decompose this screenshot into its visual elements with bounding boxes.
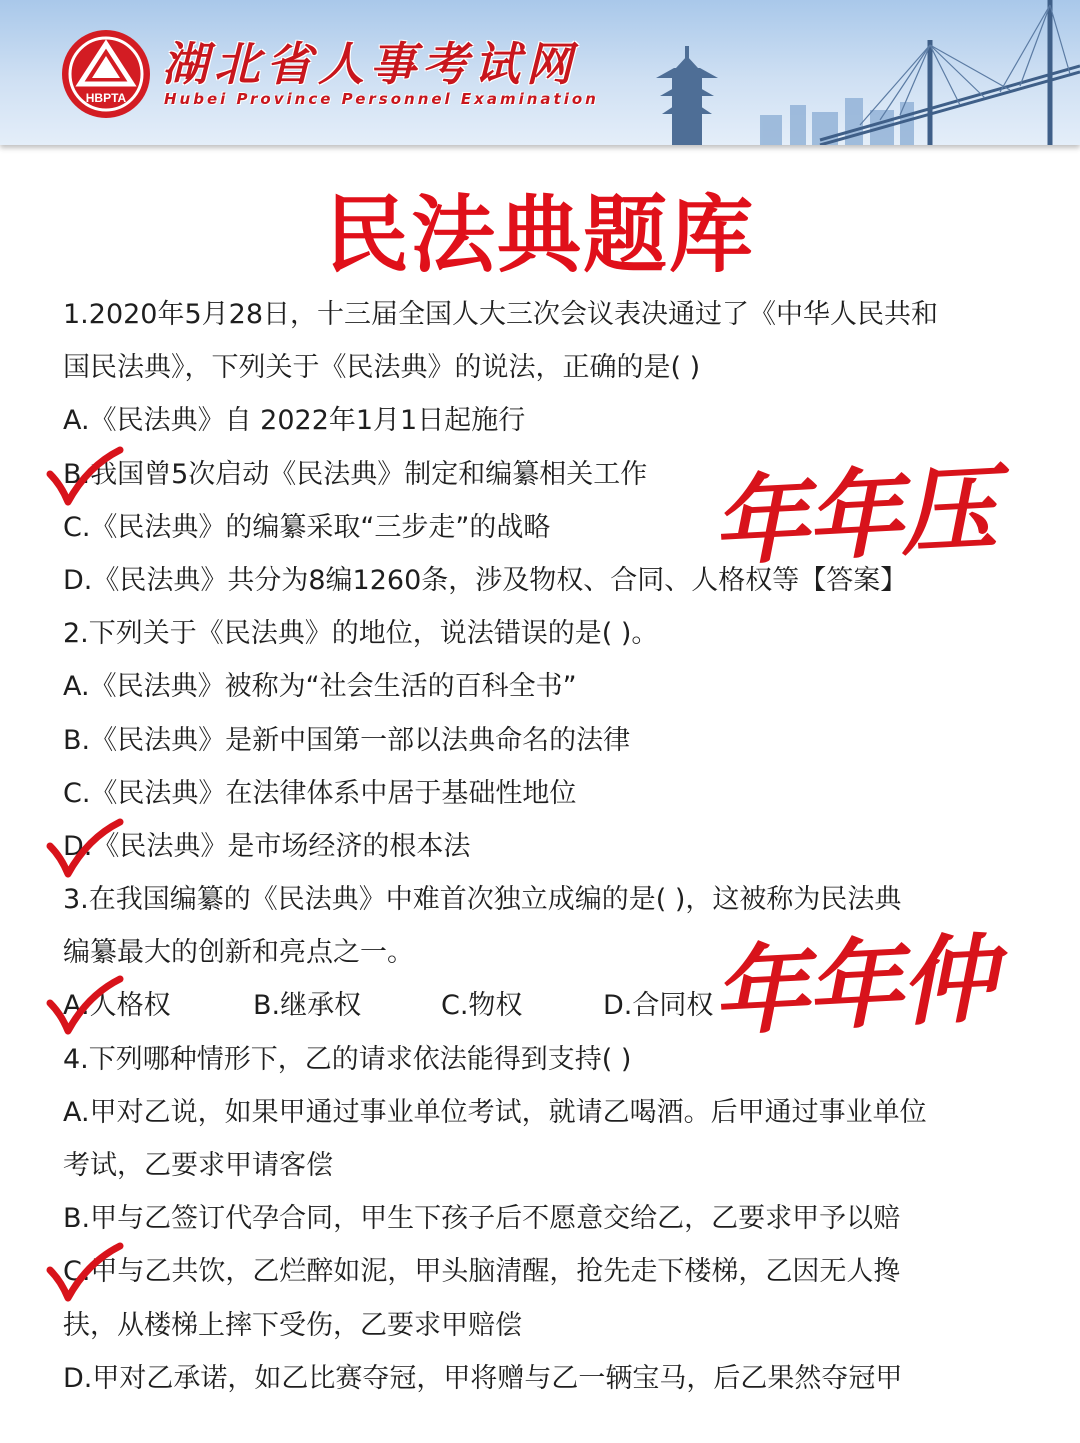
q1-option-d: D.《民法典》共分为8编1260条，涉及物权、合同、人格权等【答案】: [63, 564, 908, 596]
check-mark-icon: [44, 818, 124, 880]
svg-text:HBPTA: HBPTA: [85, 91, 127, 105]
q4-option-a-line1: A.甲对乙说，如果甲通过事业单位考试，就请乙喝酒。后甲通过事业单位: [63, 1096, 927, 1128]
q1-option-b: B.我国曾5次启动《民法典》制定和编纂相关工作: [63, 458, 648, 490]
q2-option-a: A.《民法典》被称为“社会生活的百科全书”: [63, 671, 577, 703]
q1-stem-line1: 1.2020年5月28日，十三届全国人大三次会议表决通过了《中华人民共和: [63, 299, 939, 330]
header-banner: [0, 0, 1080, 145]
q3-option-b: B.继承权: [253, 990, 362, 1022]
handwritten-note-1: 年年压: [709, 451, 998, 580]
q2-stem: 2.下列关于《民法典》的地位，说法错误的是( )。: [63, 618, 659, 650]
check-mark-icon: [44, 1242, 124, 1304]
hbpta-logo: [58, 26, 154, 122]
check-mark-icon: [44, 975, 124, 1037]
q4-option-a-line2: 考试，乙要求甲请客偿: [63, 1150, 333, 1181]
check-mark-icon: [44, 446, 124, 508]
q3-stem-line2: 编纂最大的创新和亮点之一。: [63, 937, 414, 969]
q1-option-c: C.《民法典》的编纂采取“三步走”的战略: [63, 511, 551, 543]
q4-option-c-line1: C.甲与乙共饮，乙烂醉如泥，甲头脑清醒，抢先走下楼梯，乙因无人搀: [63, 1256, 901, 1288]
q3-option-d: D.合同权: [603, 990, 714, 1022]
q2-option-d: D.《民法典》是市场经济的根本法: [63, 830, 471, 862]
q2-option-c: C.《民法典》在法律体系中居于基础性地位: [63, 777, 577, 809]
page-title: 民法典题库: [324, 186, 755, 284]
q2-option-b: B.《民法典》是新中国第一部以法典命名的法律: [63, 724, 631, 756]
handwritten-note-2: 年年仲: [709, 921, 998, 1050]
q4-option-d: D.甲对乙承诺，如乙比赛夺冠，甲将赠与乙一辆宝马，后乙果然夺冠甲: [63, 1362, 903, 1394]
q3-option-c: C.物权: [441, 990, 523, 1022]
q4-option-c-line2: 扶，从楼梯上摔下受伤，乙要求甲赔偿: [63, 1309, 522, 1341]
q1-stem-line2: 国民法典》，下列关于《民法典》的说法，正确的是( ): [63, 352, 701, 384]
q3-stem-line1: 3.在我国编纂的《民法典》中难首次独立成编的是( )，这被称为民法典: [63, 884, 902, 916]
q3-option-a: A.人格权: [63, 990, 171, 1022]
q4-option-b: B.甲与乙签订代孕合同，甲生下孩子后不愿意交给乙，乙要求甲予以赔: [63, 1203, 901, 1235]
q1-option-a: A.《民法典》自 2022年1月1日起施行: [63, 405, 526, 437]
site-name: 湖北省人事考试网: [162, 37, 578, 91]
site-subtitle: Hubei Province Personnel Examination: [164, 90, 599, 108]
q4-stem: 4.下列哪种情形下，乙的请求依法能得到支持( ): [63, 1043, 632, 1075]
